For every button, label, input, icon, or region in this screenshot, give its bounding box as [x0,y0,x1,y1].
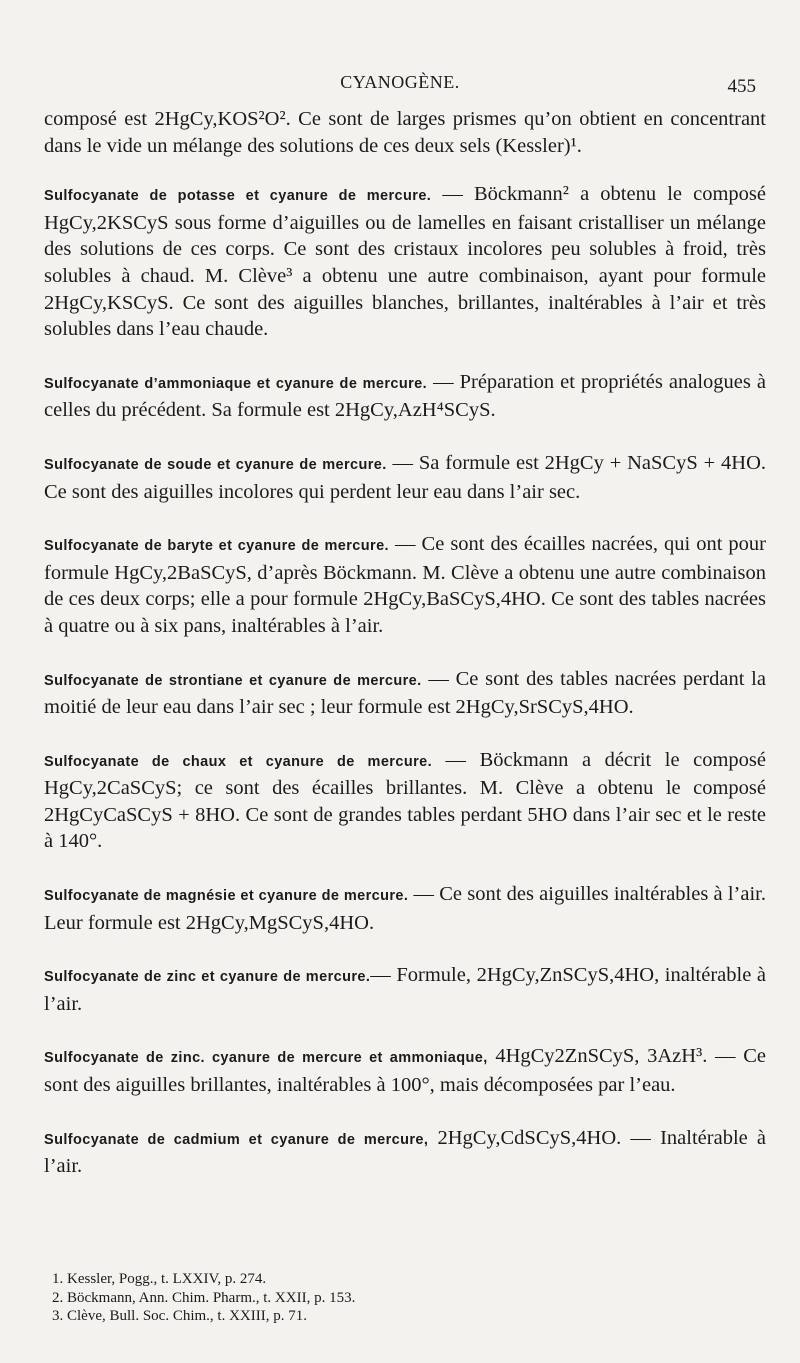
paragraph-text: — Formule, 2HgCy,ZnSCyS,4HO, inaltérable à l’air. [44,964,766,1015]
paragraph-text: — Ce sont des aiguilles inaltérables à l’air. Leur formule est 2HgCy,MgSCyS,4HO. [44,883,766,934]
paragraph-text: composé est 2HgCy,KOS²O². Ce sont de larges prismes qu’on obtient en concentrant dans le vide un mélange des solutions de ces deux sels (Kessler)¹. [44,108,766,157]
paragraph-zinc-ammoniaque [44,1043,766,1098]
paragraph-heading: Sulfocyanate de magnésie et cyanure de mercure. [44,888,409,905]
paragraph-magnesie [44,881,766,936]
running-title: CYANOGÈNE. [340,72,460,92]
paragraph-heading: Sulfocyanate de soude et cyanure de mercure. [44,456,387,473]
paragraph-cadmium [44,1125,766,1180]
paragraph-baryte [44,531,766,639]
paragraph-heading: Sulfocyanate de baryte et cyanure de mercure. [44,538,389,555]
page-header [44,72,756,102]
footnote-1: 1. Kessler, Pogg., t. LXXIV, p. 274. [52,1271,267,1287]
paragraph-intro [44,106,766,159]
page-number: 455 [727,76,756,97]
paragraph-text: — Ce sont des écailles nacrées, qui ont pour formule HgCy,2BaSCyS, d’après Böckmann. M. Clève a obtenu une autre combinaison de ces deux corps; elle a pour formule 2HgCy,BaSCyS,4HO. Ce sont des tables nacrées à quatre ou à six pans, inaltérables à l’air. [44,533,766,637]
paragraph-text: — Böckmann² a obtenu le composé HgCy,2KSCyS sous forme d’aiguilles ou de lamelles en faisant cristalliser un mélange des solutions de ces corps. Ce sont des cristaux incolores peu solubles à froid, très solubles à chaud. M. Clève³ a obtenu une autre combinaison, ayant pour formule 2HgCy,KSCyS. Ce sont des aiguilles blanches, brillantes, inaltérables à l’air et très solubles dans l’eau chaude. [44,183,766,341]
paragraph-text: — Préparation et propriétés analogues à celles du précédent. Sa formule est 2HgCy,AzH⁴SCyS. [44,370,766,422]
paragraph-heading: Sulfocyanate de zinc. cyanure de mercure et ammoniaque, [44,1050,488,1067]
paragraph-heading: Sulfocyanate de strontiane et cyanure de mercure. [44,672,422,689]
footnotes [52,1270,752,1326]
paragraph-strontiane [44,666,766,721]
paragraph-text: — Sa formule est 2HgCy + NaSCyS + 4HO. Ce sont des aiguilles incolores qui perdent leur eau dans l’air sec. [44,451,767,503]
footnote-3: 3. Clève, Bull. Soc. Chim., t. XXIII, p. 71. [52,1308,307,1325]
paragraph-heading: Sulfocyanate de potasse et cyanure de mercure. [44,188,432,205]
paragraph-zinc [44,962,766,1017]
paragraph-text: — Böckmann a décrit le composé HgCy,2CaSCyS; ce sont des écailles brillantes. M. Clève a obtenu le composé 2HgCyCaSCyS + 8HO. Ce sont de grandes tables perdant 5HO dans l’air sec et le reste à 140°. [44,748,766,853]
paragraph-soude [44,450,766,505]
paragraph-potasse [44,181,766,343]
paragraph-heading: Sulfocyanate de zinc et cyanure de mercure. [44,969,371,986]
paragraph-chaux [44,747,766,855]
page-body [44,106,766,1206]
paragraph-text: 4HgCy2ZnSCyS, 3AzH³. — Ce sont des aiguilles brillantes, inaltérables à 100°, mais décomposées par l’eau. [44,1045,766,1097]
paragraph-heading: Sulfocyanate d’ammoniaque et cyanure de mercure. [44,375,428,392]
paragraph-heading: Sulfocyanate de chaux et cyanure de mercure. [44,753,433,770]
paragraph-text: 2HgCy,CdSCyS,4HO. — Inaltérable à l’air. [44,1126,766,1178]
footnote-2: 2. Böckmann, Ann. Chim. Pharm., t. XXII, p. 153. [52,1289,356,1306]
paragraph-ammoniaque [44,369,766,424]
paragraph-heading: Sulfocyanate de cadmium et cyanure de mercure, [44,1131,429,1148]
paragraph-text: — Ce sont des tables nacrées perdant la moitié de leur eau dans l’air sec ; leur formule est 2HgCy,SrSCyS,4HO. [44,667,766,719]
